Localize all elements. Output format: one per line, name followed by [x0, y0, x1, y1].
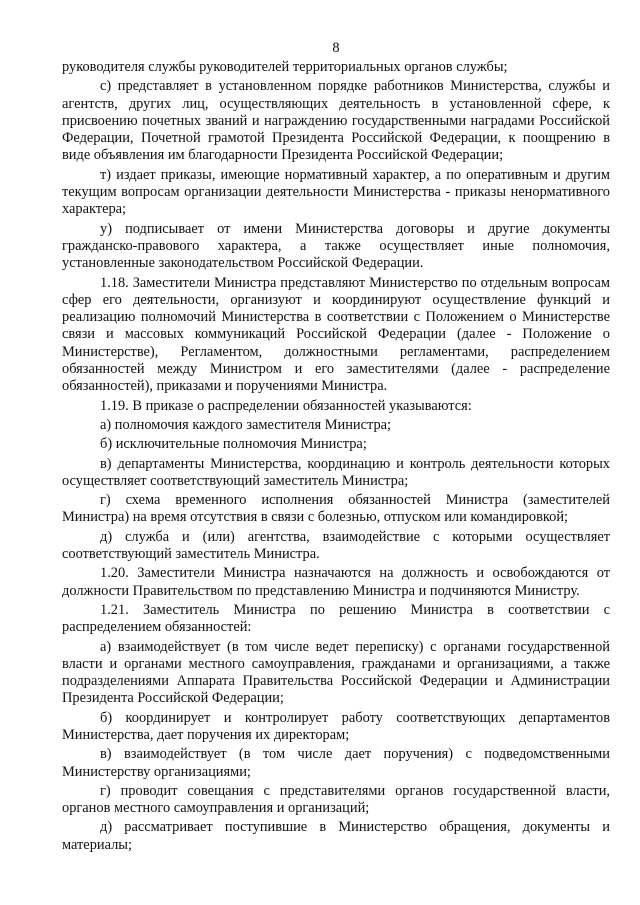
- paragraph-1-21-v: в) взаимодействует (в том числе дает поручения) с подведомственными Министерству организациями;: [62, 746, 610, 780]
- page-number: 8: [332, 40, 340, 56]
- paragraph-1-19-d: д) служба и (или) агентства, взаимодействие с которыми осуществляет соответствующий заместитель Министра.: [62, 528, 610, 563]
- paragraph-1-18: 1.18. Заместители Министра представляют Министерство по отдельным вопросам сфер его деятельности, организуют и координируют осуществление функций и реализацию полномочий Министерства в соответствии с Положением о Министерстве связи и массовых коммуникаций Российской Федерации (далее - Положение о Министерстве), Регламентом, должностными регламентами, распределением обязанностей между Министром и его заместителями (далее - распределение обязанностей), приказами и поручениями Министра.: [62, 274, 610, 395]
- paragraph-item-t: т) издает приказы, имеющие нормативный характер, а по оперативным и другим текущим вопросам организации деятельности Министерства - приказы ненормативного характера;: [62, 166, 610, 218]
- document-page: [62, 40, 610, 856]
- paragraph-1-21: 1.21. Заместитель Министра по решению Министра в соответствии с распределением обязанностей:: [62, 601, 610, 636]
- paragraph-1-19-b: б) исключительные полномочия Министра;: [100, 436, 367, 453]
- paragraph-1-21-a: а) взаимодействует (в том числе ведет переписку) с органами государственной власти и органами местного самоуправления, гражданами и организациями, а также подразделениями Аппарата Правительства Российской Федерации и Администрации Президента Российской Федерации;: [62, 638, 610, 707]
- paragraph-continuation: руководителя службы руководителей территориальных органов службы;: [62, 59, 508, 75]
- paragraph-1-19-a: а) полномочия каждого заместителя Министра;: [100, 416, 392, 433]
- paragraph-1-20: 1.20. Заместители Министра назначаются на должность и освобождаются от должности Правительством по представлению Министра и подчиняются Министру.: [62, 565, 610, 599]
- paragraph-1-19-v: в) департаменты Министерства, координацию и контроль деятельности которых осуществляет соответствующий заместитель Министра;: [62, 455, 610, 489]
- paragraph-item-u: у) подписывает от имени Министерства договоры и другие документы гражданско-правового характера, а также осуществляет иные полномочия, установленные законодательством Российской Федерации.: [62, 220, 610, 272]
- paragraph-1-19: 1.19. В приказе о распределении обязанностей указываются:: [100, 397, 472, 414]
- paragraph-item-s: с) представляет в установленном порядке работников Министерства, службы и агентств, других лиц, осуществляющих деятельность в установленной сфере, к присвоению почетных званий и награждению государственными наградами Российской Федерации, Почетной грамотой Президента Российской Федерации, к поощрению в виде объявления им благодарности Президента Российской Федерации;: [62, 78, 610, 164]
- paragraph-1-21-b: б) координирует и контролирует работу соответствующих департаментов Министерства, дает поручения их директорам;: [62, 709, 610, 743]
- paragraph-1-21-g: г) проводит совещания с представителями органов государственной власти, органов местного самоуправления и организаций;: [62, 782, 610, 817]
- paragraph-1-21-d: д) рассматривает поступившие в Министерство обращения, документы и материалы;: [62, 819, 610, 853]
- paragraph-1-19-g: г) схема временного исполнения обязанностей Министра (заместителей Министра) на время отсутствия в связи с болезнью, отпуском или командировкой;: [62, 492, 610, 526]
